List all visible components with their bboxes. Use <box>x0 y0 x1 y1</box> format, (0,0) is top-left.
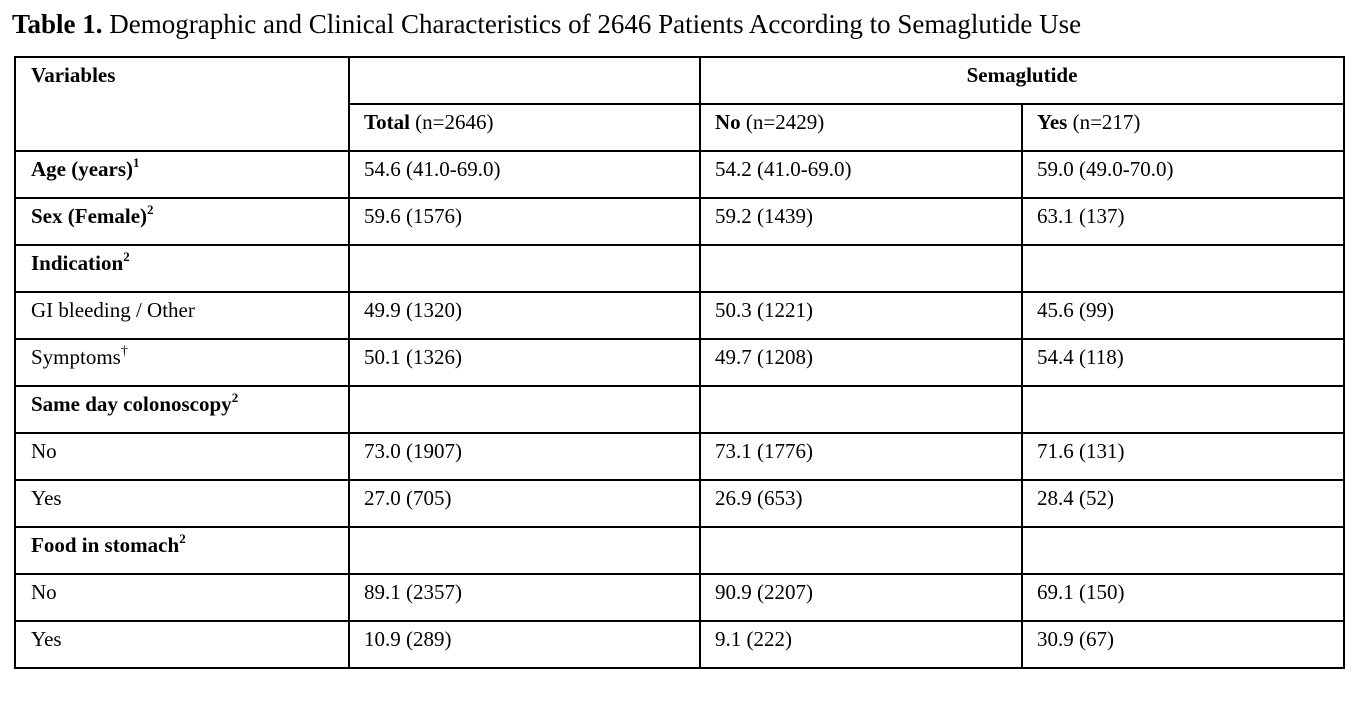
cell-yes: 45.6 (99) <box>1022 292 1344 339</box>
cell-yes: 71.6 (131) <box>1022 433 1344 480</box>
row-label: No <box>31 439 57 463</box>
total-header-n: (n=2646) <box>409 110 494 134</box>
variables-header: Variables <box>15 57 349 151</box>
row-label-cell <box>15 480 349 527</box>
row-footnote-marker: † <box>120 344 128 359</box>
table-row <box>15 198 1344 245</box>
row-label-cell <box>15 621 349 668</box>
cell-yes: 59.0 (49.0-70.0) <box>1022 151 1344 198</box>
no-header-n: (n=2429) <box>740 110 825 134</box>
table-row <box>15 151 1344 198</box>
table-row <box>15 527 1344 574</box>
cell-total: 49.9 (1320) <box>349 292 700 339</box>
cell-yes <box>1022 245 1344 292</box>
table-caption-text: Demographic and Clinical Characteristics of 2646 Patients According to Semaglutide Use <box>102 9 1082 39</box>
cell-no <box>700 245 1022 292</box>
row-label-cell <box>15 292 349 339</box>
table-caption-label: Table 1. <box>12 9 103 39</box>
cell-yes: 30.9 (67) <box>1022 621 1344 668</box>
row-label: Same day colonoscopy <box>31 392 232 416</box>
no-header <box>700 104 1022 151</box>
row-label-cell <box>15 386 349 433</box>
characteristics-table <box>14 56 1345 669</box>
cell-total: 10.9 (289) <box>349 621 700 668</box>
total-header-label: Total <box>364 110 410 134</box>
cell-total: 59.6 (1576) <box>349 198 700 245</box>
row-footnote-marker: 2 <box>123 249 130 264</box>
row-label: Symptoms <box>31 345 121 369</box>
row-footnote-marker: 2 <box>179 531 186 546</box>
row-label: Yes <box>31 627 62 651</box>
row-footnote-marker: 1 <box>133 155 140 170</box>
row-footnote-marker: 2 <box>231 390 239 405</box>
table-row <box>15 621 1344 668</box>
empty-header-cell <box>349 57 700 104</box>
semaglutide-header: Semaglutide <box>700 57 1344 104</box>
cell-total <box>349 386 700 433</box>
row-label: Yes <box>31 486 62 510</box>
yes-header-label: Yes <box>1037 110 1068 134</box>
cell-yes <box>1022 527 1344 574</box>
cell-yes <box>1022 386 1344 433</box>
row-label: Indication <box>31 251 124 275</box>
row-label: GI bleeding / Other <box>31 298 195 322</box>
cell-total: 50.1 (1326) <box>349 339 700 386</box>
table-caption <box>12 6 1081 42</box>
row-label: Age (years) <box>31 157 134 181</box>
table-row <box>15 433 1344 480</box>
row-label-cell <box>15 339 349 386</box>
table-row <box>15 480 1344 527</box>
table-row <box>15 292 1344 339</box>
cell-no: 26.9 (653) <box>700 480 1022 527</box>
cell-no: 59.2 (1439) <box>700 198 1022 245</box>
row-label: No <box>31 580 57 604</box>
row-label-cell <box>15 574 349 621</box>
row-label-cell <box>15 198 349 245</box>
row-label: Sex (Female) <box>31 204 148 228</box>
cell-no <box>700 527 1022 574</box>
no-header-label: No <box>715 110 741 134</box>
cell-yes: 54.4 (118) <box>1022 339 1344 386</box>
cell-no: 54.2 (41.0-69.0) <box>700 151 1022 198</box>
row-label-cell <box>15 527 349 574</box>
cell-total <box>349 245 700 292</box>
yes-header <box>1022 104 1344 151</box>
total-header <box>349 104 700 151</box>
cell-total: 73.0 (1907) <box>349 433 700 480</box>
cell-no: 90.9 (2207) <box>700 574 1022 621</box>
row-footnote-marker: 2 <box>147 202 154 217</box>
cell-no: 50.3 (1221) <box>700 292 1022 339</box>
cell-yes: 28.4 (52) <box>1022 480 1344 527</box>
cell-no: 9.1 (222) <box>700 621 1022 668</box>
cell-yes: 69.1 (150) <box>1022 574 1344 621</box>
row-label-cell <box>15 433 349 480</box>
row-label: Food in stomach <box>31 533 180 557</box>
yes-header-n: (n=217) <box>1067 110 1141 134</box>
cell-no: 73.1 (1776) <box>700 433 1022 480</box>
header-row-1 <box>15 57 1344 104</box>
cell-total: 54.6 (41.0-69.0) <box>349 151 700 198</box>
cell-yes: 63.1 (137) <box>1022 198 1344 245</box>
cell-no <box>700 386 1022 433</box>
cell-total: 89.1 (2357) <box>349 574 700 621</box>
table-row <box>15 339 1344 386</box>
cell-no: 49.7 (1208) <box>700 339 1022 386</box>
cell-total: 27.0 (705) <box>349 480 700 527</box>
table-row <box>15 574 1344 621</box>
table-row <box>15 245 1344 292</box>
table-row <box>15 386 1344 433</box>
cell-total <box>349 527 700 574</box>
row-label-cell <box>15 245 349 292</box>
row-label-cell <box>15 151 349 198</box>
